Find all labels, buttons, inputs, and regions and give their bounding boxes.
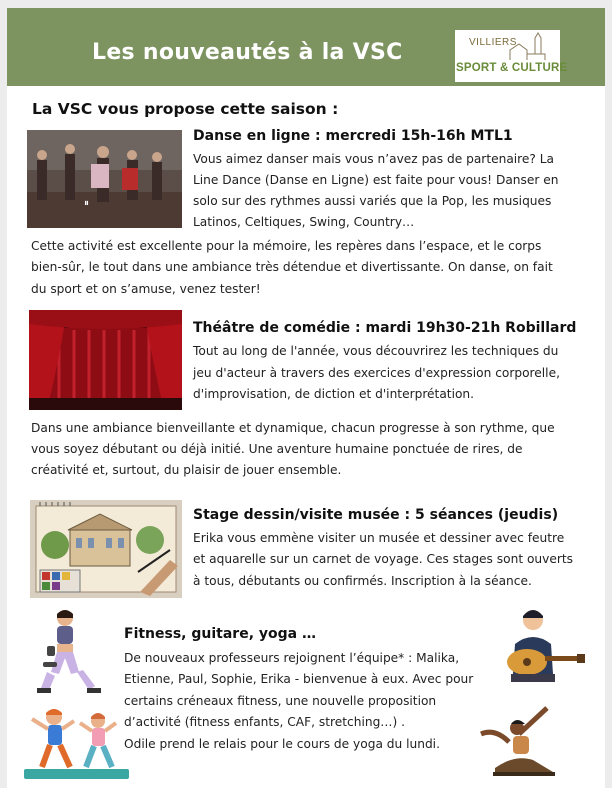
drawing-line-3: à tous, débutants ou confirmés. Inscription à la séance. xyxy=(193,574,532,588)
red-curtain-stage-image xyxy=(29,310,182,410)
page-title: Les nouveautés à la VSC xyxy=(92,40,403,65)
dance-full-1: Cette activité est excellente pour la mémoire, les repères dans l’espace, et le corps xyxy=(31,239,542,253)
fitness-title: Fitness, guitare, yoga … xyxy=(124,626,316,642)
dance-full-2: bien-sûr, le tout dans une ambiance très détendue et divertissante. On danse, on fait xyxy=(31,260,553,274)
fitness-line-1: De nouveaux professeurs rejoignent l’équipe* : Malika, xyxy=(124,651,460,665)
dance-full-3: du sport et on s’amuse, venez tester! xyxy=(31,282,261,296)
dance-title: Danse en ligne : mercredi 15h-16h MTL1 xyxy=(193,128,513,144)
theatre-line-3: d'improvisation, de diction et d'interprétation. xyxy=(193,387,475,401)
yoga-woman-illustration xyxy=(475,698,571,782)
pause-icon: ⏸ xyxy=(84,198,89,209)
fitness-line-4: d’activité (fitness enfants, CAF, stretching…) . xyxy=(124,715,405,729)
line-dance-photo[interactable] xyxy=(27,130,182,228)
dance-line-3: solo sur des rythmes aussi variés que la Pop, les musiques xyxy=(193,194,552,208)
theatre-line-2: jeu d'acteur à travers des exercices d'expression corporelle, xyxy=(193,366,560,380)
fitness-line-2: Etienne, Paul, Sophie, Erika - bienvenue à eux. Avec pour xyxy=(124,672,474,686)
vsc-logo xyxy=(455,30,568,82)
header-banner xyxy=(7,8,605,86)
logo-line1: VILLIERS xyxy=(469,37,517,48)
fitness-line-5: Odile prend le relais pour le cours de yoga du lundi. xyxy=(124,737,440,751)
newsletter-page xyxy=(7,8,605,788)
fitness-woman-illustration xyxy=(37,606,102,698)
theatre-full-1: Dans une ambiance bienveillante et dynamique, chacun progresse à son rythme, que xyxy=(31,421,555,435)
kids-yoga-illustration xyxy=(24,703,129,781)
theatre-line-1: Tout au long de l'année, vous découvrirez les techniques du xyxy=(193,344,559,358)
dance-line-1: Vous aimez danser mais vous n’avez pas de partenaire? La xyxy=(193,152,555,166)
fitness-line-3: certains créneaux fitness, une nouvelle proposition xyxy=(124,694,437,708)
guitar-player-illustration xyxy=(497,604,587,686)
dance-line-2: Line Dance (Danse en Ligne) est faite pour vous! Danser en xyxy=(193,173,559,187)
drawing-line-1: Erika vous emmène visiter un musée et dessiner avec feutre xyxy=(193,531,565,545)
theatre-full-3: créativité et, surtout, du plaisir de jouer ensemble. xyxy=(31,463,342,477)
theatre-title: Théâtre de comédie : mardi 19h30-21h Robillard xyxy=(193,320,577,336)
drawing-line-2: et aquarelle sur un carnet de voyage. Ces stages sont ouverts xyxy=(193,552,573,566)
intro-heading: La VSC vous propose cette saison : xyxy=(32,100,339,118)
theatre-full-2: vous soyez débutant ou déjà initié. Une aventure humaine ponctuée de rires, de xyxy=(31,442,523,456)
logo-line2: SPORT & CULTURE xyxy=(456,62,568,74)
drawing-title: Stage dessin/visite musée : 5 séances (jeudis) xyxy=(193,507,559,523)
watercolor-sketchbook-image xyxy=(30,500,182,598)
dance-line-4: Latinos, Celtiques, Swing, Country… xyxy=(193,215,415,229)
